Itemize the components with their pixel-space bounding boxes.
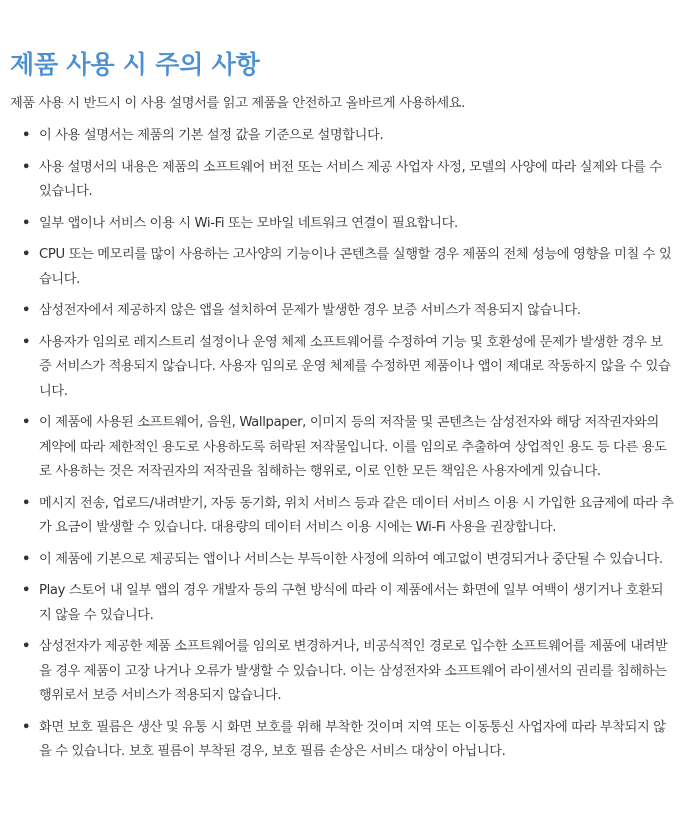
list-item-text: Play 스토어 내 일부 앱의 경우 개발자 등의 구현 방식에 따라 이 제품에서는 화면에 일부 여백이 생기거나 호환되지 않을 수 있습니다.: [39, 583, 664, 623]
bullet-icon: •: [22, 159, 31, 175]
list-item-text: 화면 보호 필름은 생산 및 유통 시 화면 보호를 위해 부착한 것이며 지역 또는 이동통신 사업자에 따라 부착되지 않을 수 있습니다. 보호 필름이 부착된 경우, 보호 필름 손상은 서비스 대상이 아닙니다.: [39, 719, 666, 759]
list-item-text: CPU 또는 메모리를 많이 사용하는 고사양의 기능이나 콘텐츠를 실행할 경우 제품의 전체 성능에 영향을 미칠 수 있습니다.: [39, 247, 672, 287]
list-item: [10, 124, 683, 149]
list-item: [10, 492, 683, 541]
list-item: [10, 156, 683, 205]
list-item: [10, 212, 683, 237]
list-item: [10, 635, 683, 709]
bullet-icon: •: [22, 128, 31, 143]
bullet-icon: •: [22, 247, 31, 262]
bullet-icon: •: [22, 495, 31, 511]
list-item-text: 이 제품에 기본으로 제공되는 앱이나 서비스는 부득이한 사정에 의하여 예고없이 변경되거나 중단될 수 있습니다.: [39, 551, 663, 567]
list-item: [10, 411, 683, 485]
list-item-text: 이 사용 설명서는 제품의 기본 설정 값을 기준으로 설명합니다.: [39, 128, 384, 143]
intro-paragraph: 제품 사용 시 반드시 이 사용 설명서를 읽고 제품을 안전하고 올바르게 사용하세요.: [10, 96, 465, 111]
list-item: [10, 243, 683, 292]
list-item: [10, 548, 683, 573]
bullet-icon: •: [22, 583, 31, 598]
precautions-list: [10, 124, 683, 765]
page-title: 제품 사용 시 주의 사항: [10, 50, 260, 79]
list-item-text: 메시지 전송, 업로드/내려받기, 자동 동기화, 위치 서비스 등과 같은 데이터 서비스 이용 시 가입한 요금제에 따라 추가 요금이 발생할 수 있습니다. 대용량의 데이터 서비스 이용 시에는 Wi-Fi 사용을 권장합니다.: [39, 495, 674, 535]
list-item: [10, 331, 683, 405]
list-item-text: 사용 설명서의 내용은 제품의 소프트웨어 버전 또는 서비스 제공 사업자 사정, 모델의 사양에 따라 실제와 다를 수 있습니다.: [39, 159, 662, 199]
bullet-icon: •: [22, 551, 31, 567]
bullet-icon: •: [22, 215, 31, 231]
list-item-text: 이 제품에 사용된 소프트웨어, 음원, Wallpaper, 이미지 등의 저작물 및 콘텐츠는 삼성전자와 해당 저작권자와의 계약에 따라 제한적인 용도로 사용하도록 허락된 저작물입니다. 이를 임의로 추출하여 상업적인 용도 등 다른 용도로 사용하는 것은 저작권자의 저작권을 침해하는 행위로, 이로 인한 모든 책임은 사용자에게 있습니다.: [39, 415, 667, 479]
list-item-text: 사용자가 임의로 레지스트리 설정이나 운영 체제 소프트웨어를 수정하여 기능 및 호환성에 문제가 발생한 경우 보증 서비스가 적용되지 않습니다. 사용자 임의로 운영 체제를 수정하면 제품이나 앱이 제대로 작동하지 않을 수 있습니다.: [39, 334, 671, 399]
bullet-icon: •: [22, 415, 31, 430]
bullet-icon: •: [22, 719, 31, 735]
bullet-icon: •: [22, 303, 31, 318]
list-item-text: 삼성전자에서 제공하지 않은 앱을 설치하여 문제가 발생한 경우 보증 서비스가 적용되지 않습니다.: [39, 303, 581, 318]
list-item: [10, 299, 683, 324]
bullet-icon: •: [22, 639, 31, 654]
bullet-icon: •: [22, 334, 31, 350]
list-item-text: 삼성전자가 제공한 제품 소프트웨어를 임의로 변경하거나, 비공식적인 경로로 입수한 소프트웨어를 제품에 내려받을 경우 제품이 고장 나거나 오류가 발생할 수 있습니다. 이는 삼성전자와 소프트웨어 라이센서의 권리를 침해하는 행위로서 보증 서비스가 적용되지 않습니다.: [39, 639, 668, 703]
list-item-text: 일부 앱이나 서비스 이용 시 Wi-Fi 또는 모바일 네트워크 연결이 필요합니다.: [39, 215, 458, 231]
list-item: [10, 716, 683, 765]
list-item: [10, 579, 683, 628]
